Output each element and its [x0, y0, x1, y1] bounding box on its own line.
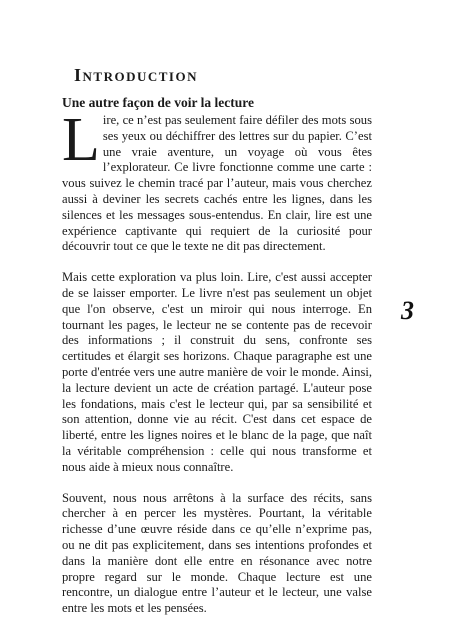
paragraph-1	[62, 106, 372, 255]
paragraph-1-text: ire, ce n’est pas seulement faire défiler des mots sous ses yeux ou déchiffrer des lettres sur du papier. C’est une vraie aventure, un voyage où vous êtes l’explorateur. Ce livre fonctionne comme une carte : vous suivez le chemin tracé par l’auteur, mais vous cherchez aussi à deviner les secrets cachés entre les lignes, dans les silences et les messages sous-entendus. En clair, lire est une expérience captivante qui requiert de la curiosité pour découvrir tout ce que le texte ne dit pas directement.	[62, 113, 372, 254]
drop-cap-letter: L	[62, 106, 100, 174]
paragraph-2: Mais cette exploration va plus loin. Lire, c'est aussi accepter de se laisser emporter. Le livre n'est pas seulement un objet que l'on observe, c'est un miroir qui nous interroge. En tournant les pages, le lecteur ne se contente pas de recevoir des informations ; il construit du sens, confronte ses certitudes et élargit ses horizons. Chaque paragraphe est une porte d'entrée vers une autre manière de voir le monde. Ainsi, la lecture devient un acte de création partagé. L'auteur pose les fondations, mais c'est le lecteur qui, par sa sensibilité et son attention, donne vie au récit. C'est dans cet espace de liberté, entre les lignes noires et le blanc de la page, que naît la véritable compréhension : celle qui nous transforme et nous aide à mieux nous connaître.	[62, 270, 373, 474]
page-number: 3	[401, 296, 414, 325]
paragraph-3: Souvent, nous nous arrêtons à la surface des récits, sans chercher à en percer les mystères. Pourtant, la véritable richesse d’une œuvre réside dans ce qu’elle n’exprime pas, ou ne dit pas explicitement, dans ses intentions profondes et dans la manière dont elle entre en résonance avec notre propre regard sur le monde. Chaque lecture est une rencontre, un dialogue entre l’auteur et le lecteur, une valse entre les mots et les pensées.	[62, 490, 372, 616]
page-content	[62, 64, 372, 617]
section-subtitle: Une autre façon de voir la lecture	[62, 95, 254, 110]
chapter-title: Introduction	[74, 65, 198, 85]
